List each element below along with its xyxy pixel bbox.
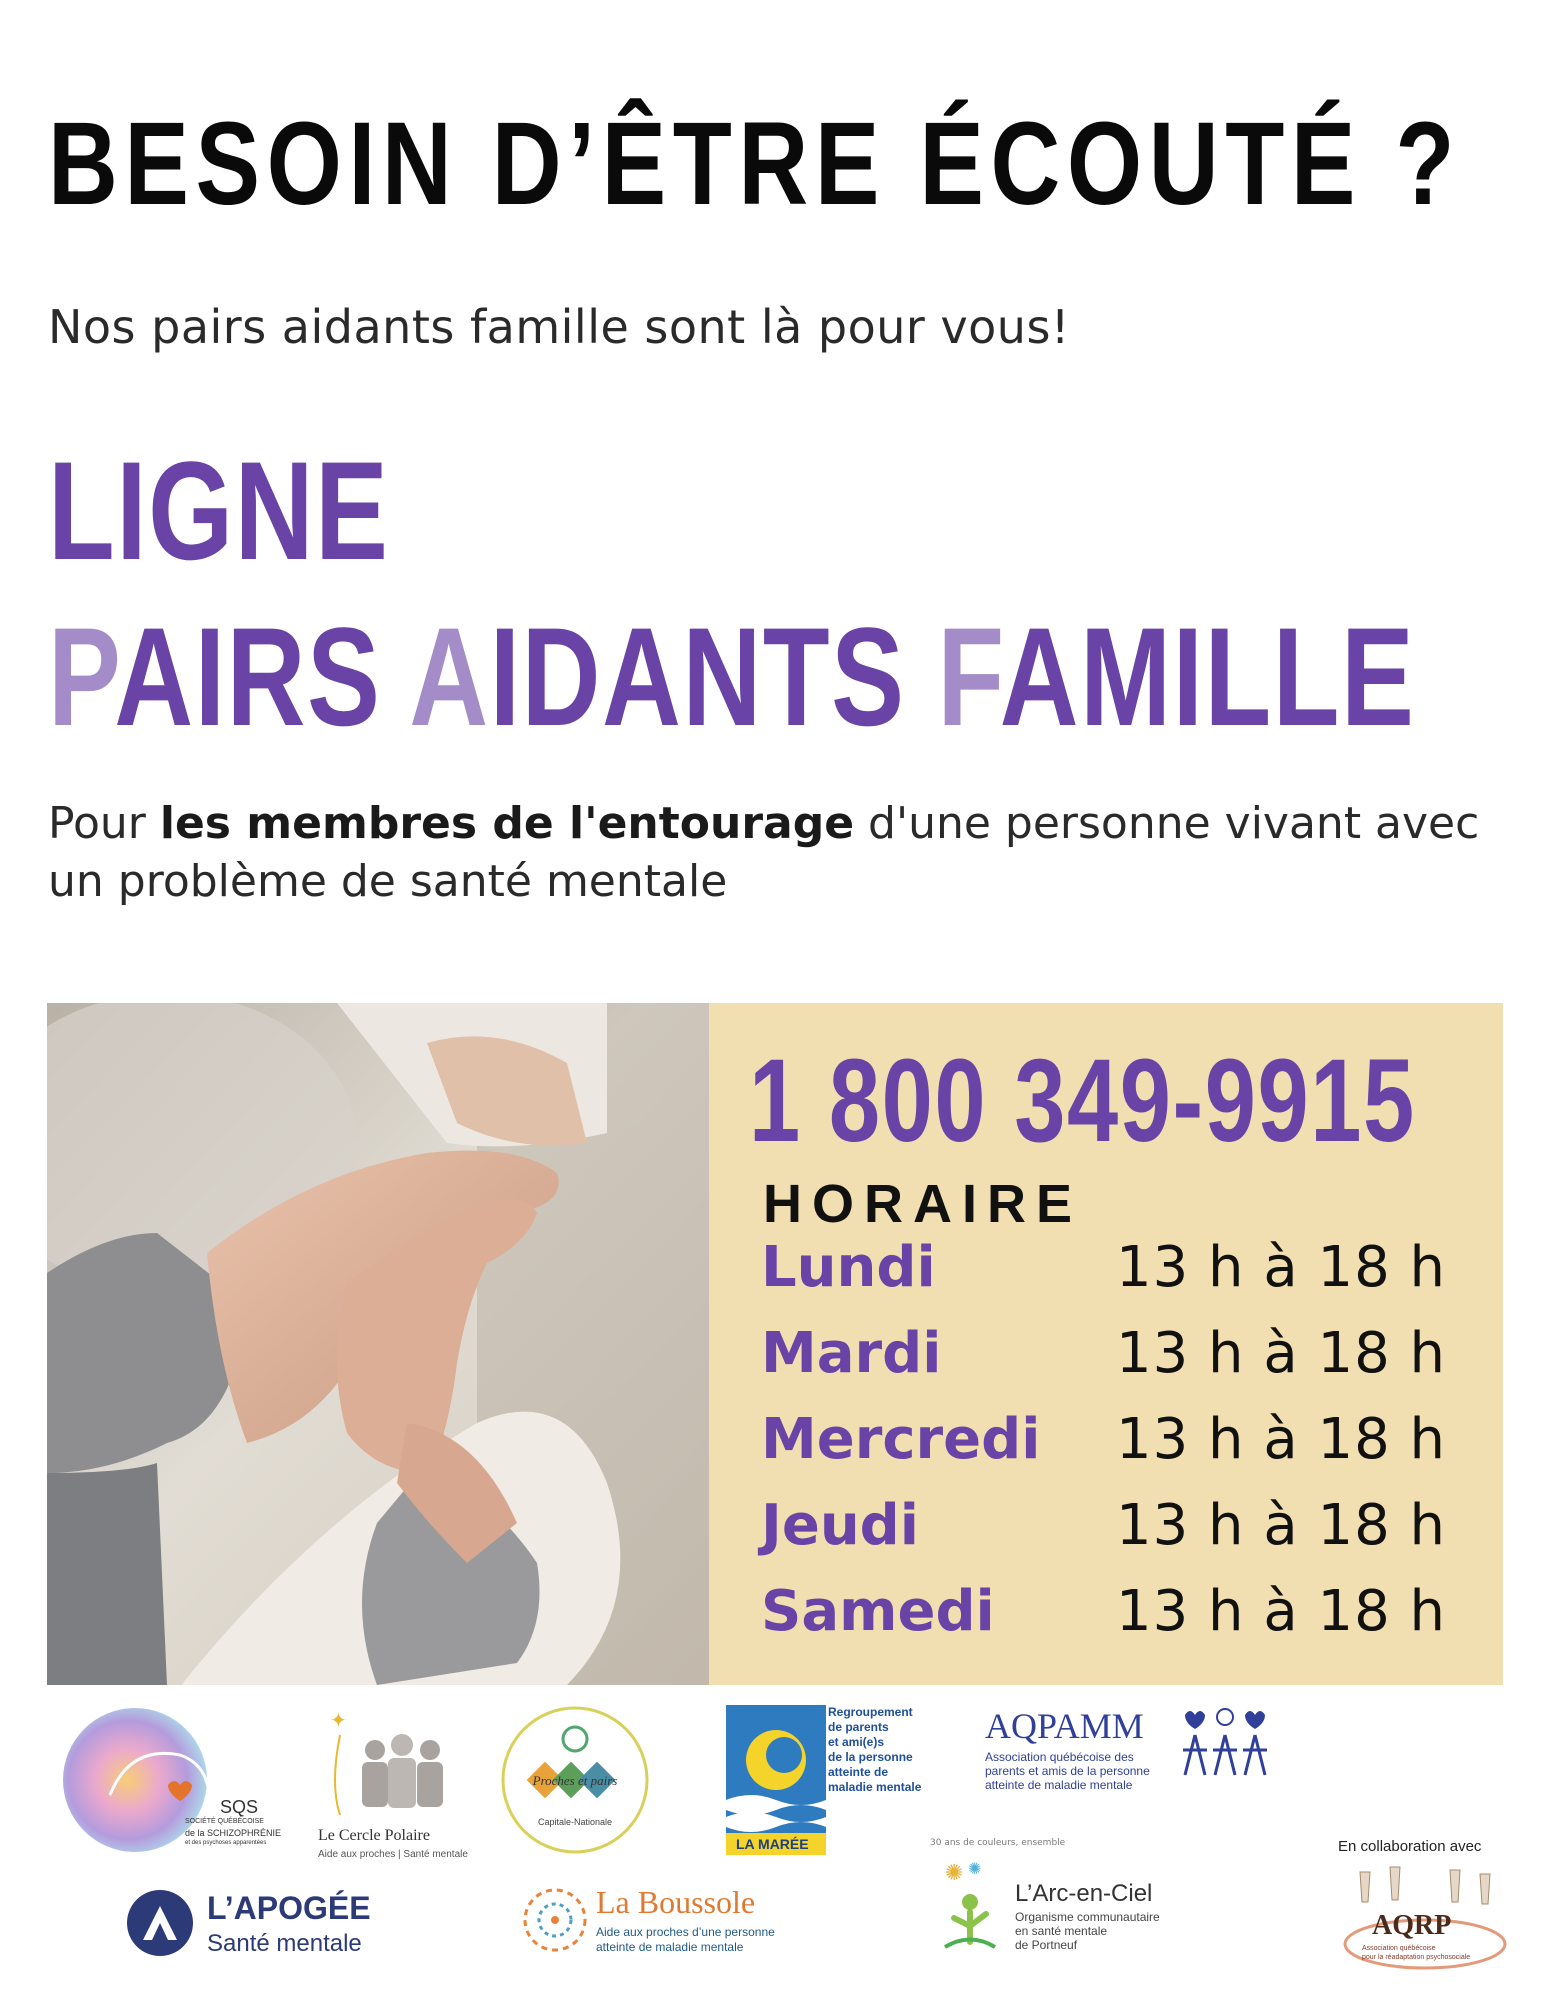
holding-hands-photo: [47, 1003, 709, 1685]
service-title-line2: [48, 596, 1415, 758]
service-description: [48, 795, 1498, 911]
schedule-day: Lundi: [761, 1235, 936, 1300]
arc-en-ciel-motto: 30 ans de couleurs, ensemble: [930, 1838, 1066, 1848]
arc-en-ciel-desc-line: en santé mentale: [1015, 1924, 1108, 1938]
service-word-rest-a: IDANTS: [489, 598, 938, 755]
apogee-tagline: Santé mentale: [207, 1930, 362, 1957]
svg-text:✦: ✦: [330, 1708, 347, 1732]
service-initial-a: A: [409, 598, 490, 755]
la-boussole-logo: [520, 1880, 820, 1970]
schedule-hours: 13 h à 18 h: [1116, 1493, 1447, 1558]
aqpamm-name: AQPAMM: [985, 1706, 1144, 1746]
svg-text:✺: ✺: [945, 1861, 964, 1886]
svg-text:✺: ✺: [968, 1859, 982, 1878]
aqpamm-desc-line: Association québécoise des: [985, 1750, 1134, 1764]
service-initial-f: F: [937, 598, 1000, 755]
proches-et-pairs-region: Capitale-Nationale: [537, 1817, 613, 1827]
apogee-logo: [125, 1888, 395, 1968]
la-boussole-desc-line: Aide aux proches d’une personne: [596, 1925, 775, 1939]
la-boussole-description: [596, 1925, 775, 1955]
la-maree-logo: [726, 1705, 926, 1855]
service-word-rest-p: AIRS: [114, 598, 410, 755]
schedule-day: Mardi: [761, 1321, 942, 1386]
schedule-day: Jeudi: [761, 1493, 919, 1558]
arc-en-ciel-description: [1015, 1910, 1160, 1952]
aqpamm-description: [985, 1750, 1150, 1792]
la-maree-desc-line: Regroupement: [828, 1705, 913, 1719]
aqrp-description: [1362, 1944, 1470, 1962]
la-maree-desc-line: de parents: [828, 1720, 889, 1734]
la-maree-description: [828, 1705, 921, 1795]
sqs-name-line2: de la SCHIZOPHRÉNIE: [185, 1828, 282, 1838]
proches-et-pairs-logo: [500, 1705, 650, 1855]
la-maree-desc-line: atteinte de: [828, 1765, 889, 1779]
service-initial-p: P: [48, 598, 115, 755]
aqrp-logo: [1340, 1862, 1510, 1972]
sqs-short: SQS: [220, 1797, 259, 1817]
aqpamm-desc-line: parents et amis de la personne: [985, 1764, 1150, 1778]
la-maree-desc-line: et ami(e)s: [828, 1735, 885, 1749]
schedule-day: Samedi: [761, 1579, 995, 1644]
apogee-name: L’APOGÉE: [207, 1890, 371, 1926]
la-boussole-desc-line: atteinte de maladie mentale: [596, 1940, 744, 1954]
aqrp-desc-line: Association québécoise: [1362, 1945, 1436, 1952]
page-title: BESOIN D’ÊTRE ÉCOUTÉ ?: [48, 98, 1462, 230]
collaboration-label: En collaboration avec: [1338, 1838, 1482, 1855]
cercle-polaire-tagline: Aide aux proches | Santé mentale: [318, 1849, 468, 1860]
description-prefix: Pour: [48, 798, 160, 849]
sqs-name-line1: SOCIÉTÉ QUÉBÉCOISE: [185, 1818, 264, 1825]
description-suffix: d'une personne vivant avec un problème de santé mentale: [48, 798, 1480, 907]
schedule-hours: 13 h à 18 h: [1116, 1235, 1447, 1300]
aqpamm-logo: [985, 1705, 1285, 1795]
cercle-polaire-logo: [300, 1705, 480, 1865]
schedule-title: HORAIRE: [763, 1174, 1083, 1234]
la-boussole-name: La Boussole: [596, 1884, 756, 1920]
arc-en-ciel-desc-line: Organisme communautaire: [1015, 1910, 1160, 1924]
schedule-hours: 13 h à 18 h: [1116, 1321, 1447, 1386]
schedule-day: Mercredi: [761, 1407, 1041, 1472]
service-title-line1: LIGNE: [48, 432, 390, 589]
sqs-logo: [40, 1705, 280, 1860]
aqrp-name: AQRP: [1372, 1910, 1452, 1941]
aqpamm-desc-line: atteinte de maladie mentale: [985, 1778, 1133, 1792]
aqrp-desc-line: pour la réadaptation psychosociale: [1362, 1954, 1471, 1961]
schedule-hours: 13 h à 18 h: [1116, 1407, 1447, 1472]
arc-en-ciel-desc-line: de Portneuf: [1015, 1938, 1078, 1952]
phone-number[interactable]: 1 800 349-9915: [749, 1035, 1416, 1167]
cercle-polaire-name: Le Cercle Polaire: [318, 1827, 430, 1844]
proches-et-pairs-name: Proches et pairs: [532, 1773, 618, 1788]
la-maree-desc-line: de la personne: [828, 1750, 913, 1764]
service-word-rest-f: AMILLE: [999, 598, 1416, 755]
la-maree-desc-line: maladie mentale: [828, 1780, 922, 1794]
schedule-hours: 13 h à 18 h: [1116, 1579, 1447, 1644]
sqs-name-line3: et des psychoses apparentées: [185, 1840, 267, 1846]
arc-en-ciel-name: L’Arc-en-Ciel: [1015, 1880, 1153, 1907]
arc-en-ciel-logo: [930, 1838, 1200, 1968]
description-bold: les membres de l'entourage: [159, 798, 855, 849]
la-maree-name: LA MARÉE: [736, 1836, 809, 1852]
subtitle: Nos pairs aidants famille sont là pour vous!: [48, 300, 1070, 354]
contact-panel: [709, 1003, 1503, 1685]
